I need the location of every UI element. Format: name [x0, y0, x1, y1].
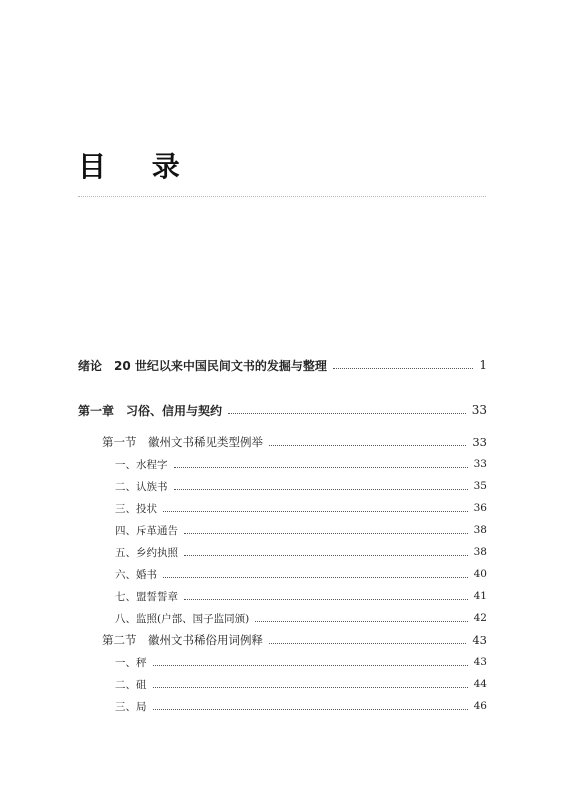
dot-leader	[153, 709, 468, 710]
toc-entry-section-2[interactable]	[102, 630, 487, 650]
toc-page-number: 43	[472, 633, 487, 647]
toc-entry-label: 第一节 徽州文书稀见类型例举	[102, 435, 263, 449]
toc-entry-label: 三、投状	[115, 502, 157, 515]
dot-leader	[153, 687, 468, 688]
toc-entry-item[interactable]	[115, 696, 487, 716]
toc-page-number: 43	[473, 656, 487, 668]
toc-entry-item[interactable]	[115, 476, 487, 496]
toc-entry-item[interactable]	[115, 454, 487, 474]
toc-entry-label: 二、砠	[115, 678, 147, 691]
toc-entry-item[interactable]	[115, 520, 487, 540]
dot-leader	[228, 413, 466, 414]
dot-leader	[184, 599, 468, 600]
toc-entry-label: 四、斥革通告	[115, 524, 178, 537]
dot-leader	[269, 445, 466, 446]
toc-entry-item[interactable]	[115, 498, 487, 518]
toc-entry-label: 五、乡约执照	[115, 546, 178, 559]
toc-entry-label: 八、监照(户部、国子监同颁)	[115, 612, 250, 625]
toc-entry-label: 第一章 习俗、信用与契约	[78, 403, 223, 418]
dot-leader	[184, 555, 468, 556]
toc-page-number: 33	[473, 458, 487, 470]
toc-entry-section-1[interactable]	[102, 432, 487, 452]
dot-leader	[163, 511, 468, 512]
toc-entry-chapter-1[interactable]	[78, 400, 487, 420]
toc-entry-item[interactable]	[115, 586, 487, 606]
toc-page-number: 35	[473, 480, 487, 492]
dot-leader	[153, 665, 468, 666]
dot-leader	[174, 489, 468, 490]
toc-entry-item[interactable]	[115, 652, 487, 672]
page-title: 目 录	[78, 150, 198, 183]
toc-entry-item[interactable]	[115, 564, 487, 584]
toc-entry-item[interactable]	[115, 674, 487, 694]
toc-page-number: 46	[473, 700, 487, 712]
toc-page-number: 38	[473, 546, 487, 558]
dot-leader	[255, 621, 467, 622]
toc-entry-label: 一、水程字	[115, 458, 168, 471]
toc-entry-item[interactable]	[115, 542, 487, 562]
toc-page-number: 41	[473, 590, 487, 602]
toc-entry-item[interactable]	[115, 608, 487, 628]
dot-leader	[163, 577, 468, 578]
toc-entry-label: 三、局	[115, 700, 147, 713]
toc-entry-intro[interactable]	[78, 355, 487, 375]
toc-entry-label: 绪论 20 世纪以来中国民间文书的发掘与整理	[78, 358, 327, 373]
toc-page-number: 1	[479, 358, 487, 372]
toc-entry-label: 七、盟誓誓章	[115, 590, 178, 603]
toc-page-number: 33	[471, 403, 487, 417]
toc-entry-label: 一、秤	[115, 656, 147, 669]
toc-page-number: 44	[473, 678, 487, 690]
toc-page-number: 33	[472, 435, 487, 449]
toc-entry-label: 第二节 徽州文书稀俗用词例释	[102, 633, 263, 647]
toc-page-number: 36	[473, 502, 487, 514]
toc-page-number: 40	[473, 568, 487, 580]
toc-entry-label: 二、认族书	[115, 480, 168, 493]
dot-leader	[269, 643, 466, 644]
toc-page-number: 42	[473, 612, 487, 624]
toc-entry-label: 六、婚书	[115, 568, 157, 581]
toc-page-number: 38	[473, 524, 487, 536]
dot-leader	[184, 533, 468, 534]
dot-leader	[333, 368, 473, 369]
dot-leader	[174, 467, 468, 468]
title-divider	[78, 196, 486, 197]
